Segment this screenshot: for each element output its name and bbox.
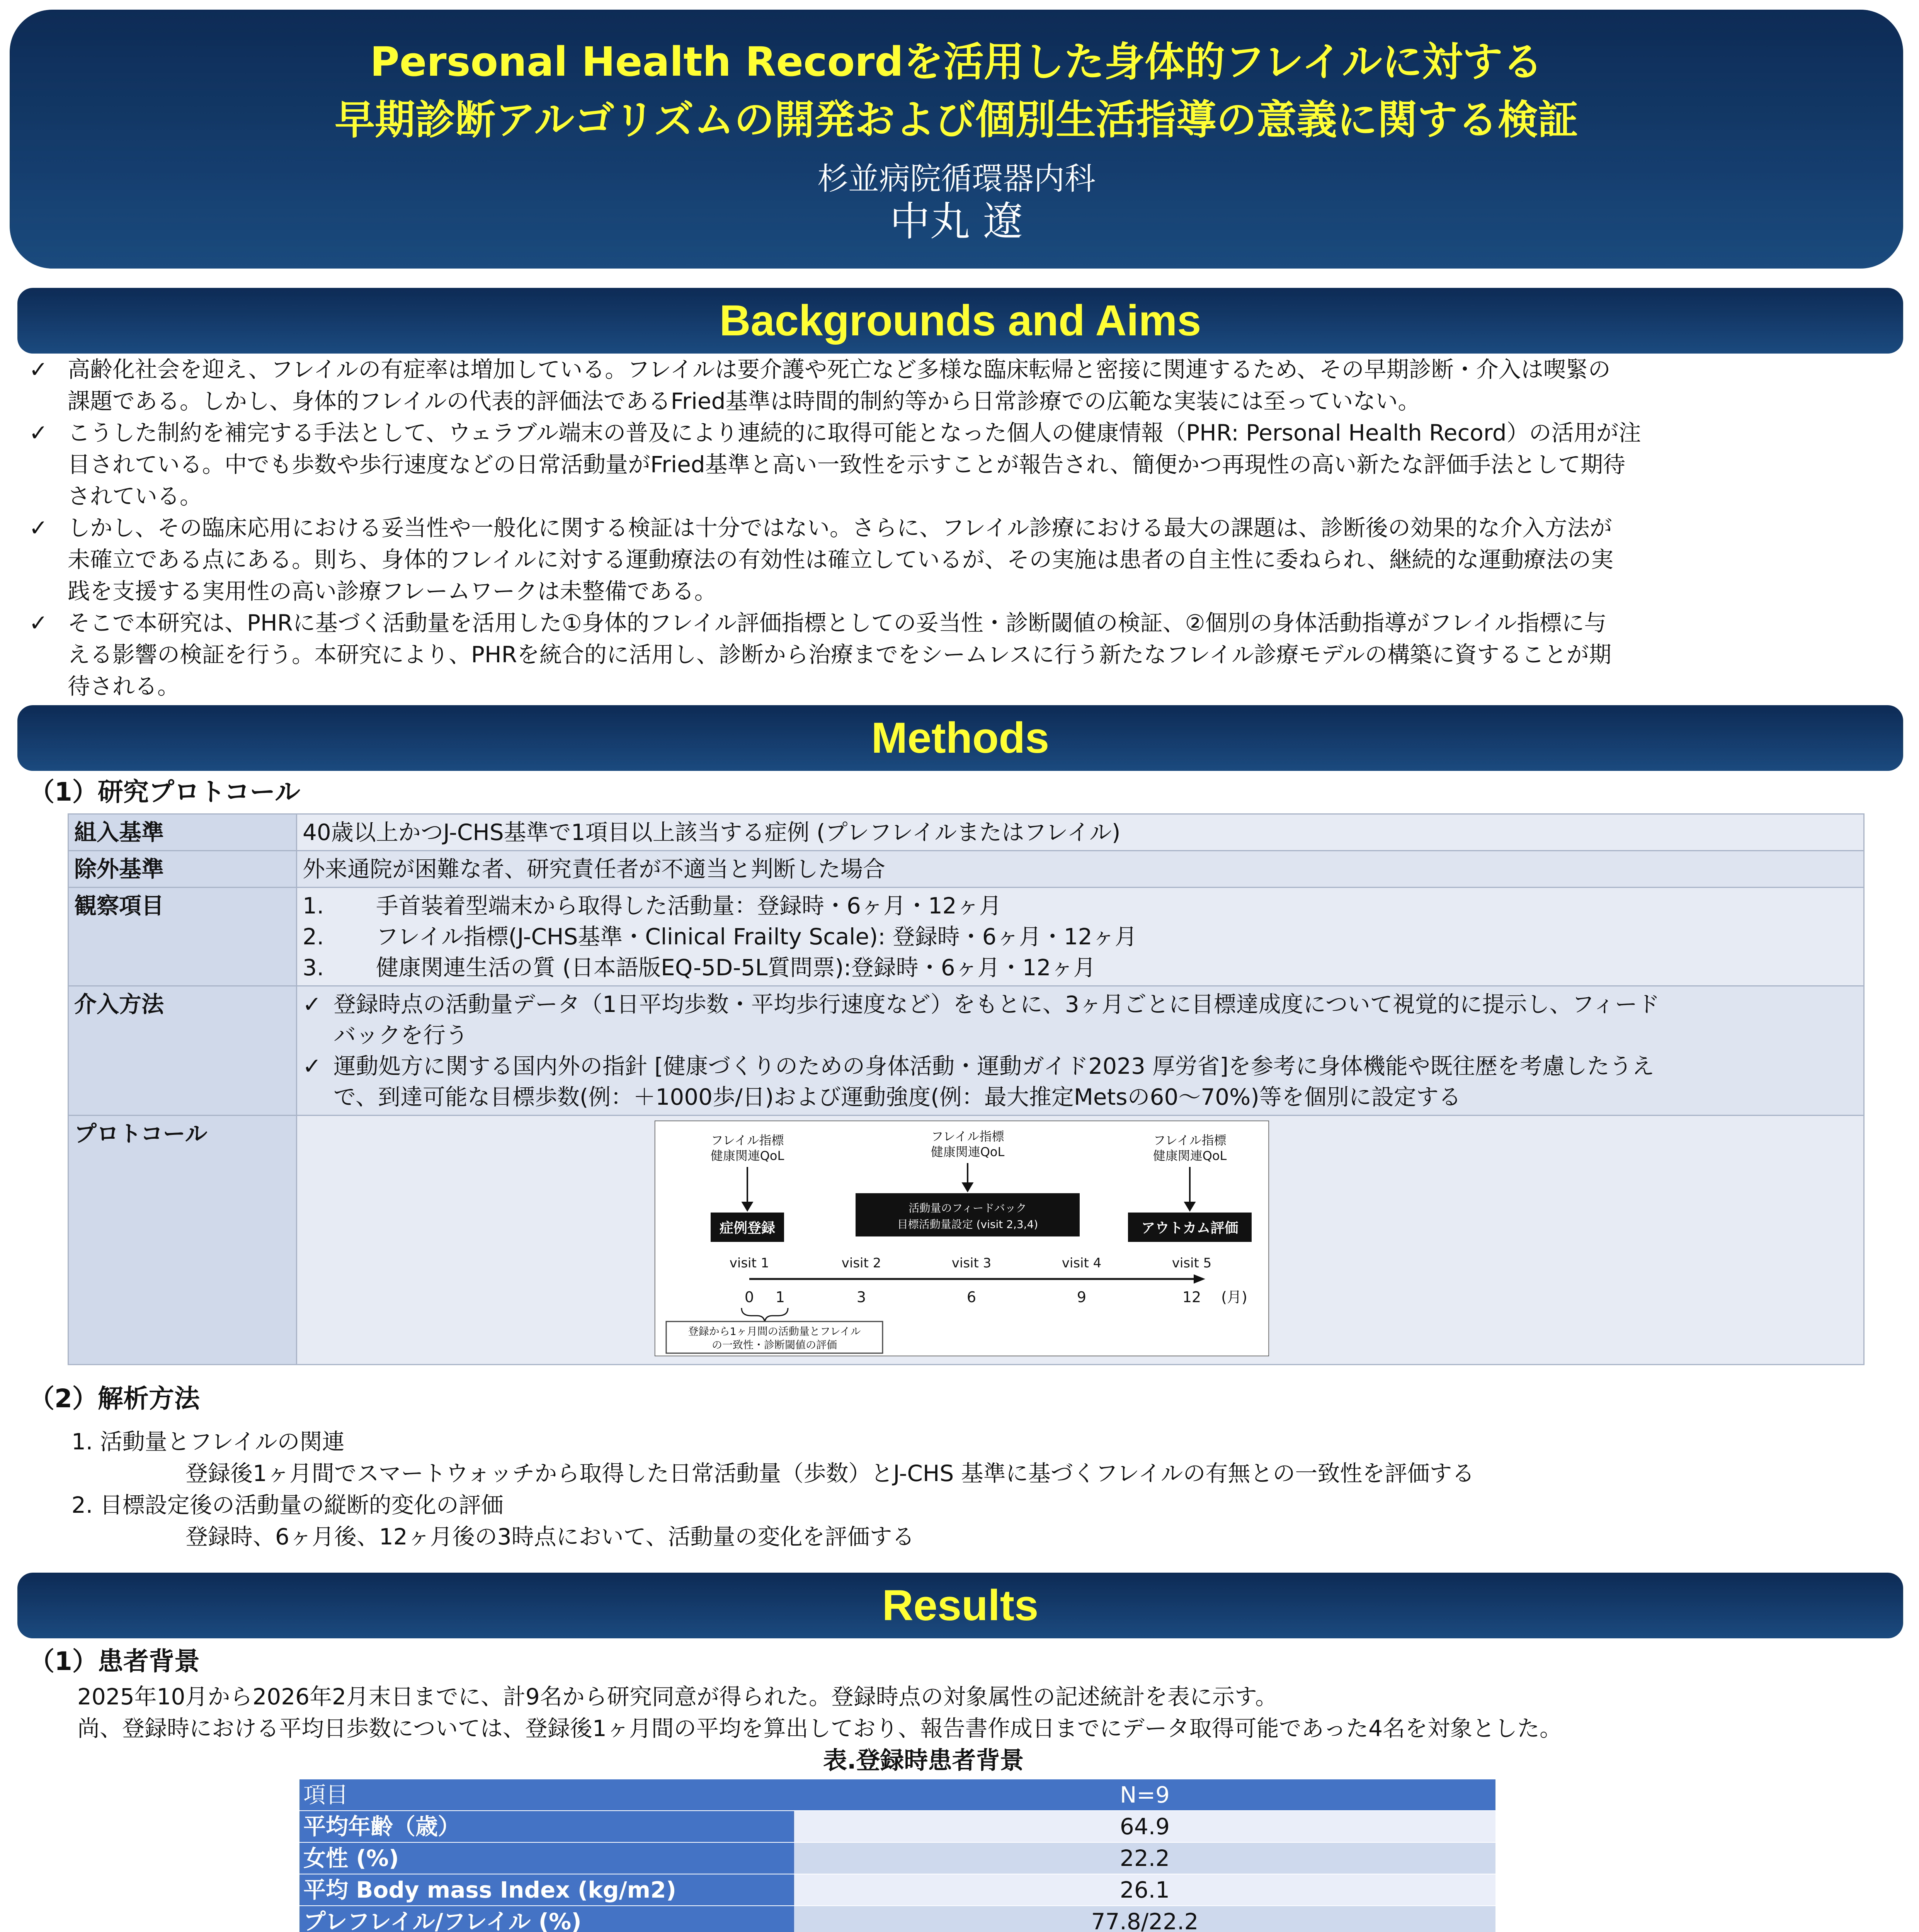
exclusion-row: [68, 851, 1864, 888]
background-bullet-line: 高齢化社会を迎え、フレイルの有症率は増加している。フレイルは要介護や死亡など多様な臨床転帰と密接に関連するため、その早期診断・介入は喫緊の: [68, 356, 1611, 383]
visit-label: visit 1: [729, 1255, 769, 1271]
intervention-key: 介入方法: [68, 986, 297, 1116]
check-icon: ✓: [303, 991, 322, 1017]
table-row: 平均年齢（歳） 64.9: [299, 1811, 1495, 1842]
top-left-label2: 健康関連QoL: [710, 1148, 784, 1163]
top-right-label1: フレイル指標: [1153, 1133, 1227, 1148]
box-outcome: アウトカム評価: [1141, 1220, 1239, 1236]
background-bullet-line: える影響の検証を行う。本研究により、PHRを統合的に活用し、診断から治療までをシームレスに行う新たなフレイル診療モデルの構築に資することが期: [68, 641, 1612, 668]
protocol-heading: （1）研究プロトコール: [29, 777, 300, 807]
month-label: 1: [775, 1289, 785, 1306]
observation-value: [297, 888, 1864, 986]
analysis-item-2-detail: 登録時、6ヶ月後、12ヶ月後の3時点において、活動量の変化を評価する: [185, 1524, 915, 1550]
intervention-item: ✓ 運動処方に関する国内外の指針 [健康づくりのための身体活動・運動ガイド2023 厚労省]を参考に身体機能や既往歴を考慮したうえ で、到達可能な目標歩数(例：＋1000歩/日)および運動強度(例：最大推定Metsの60〜70%)等を個別に設定する: [303, 1051, 1858, 1112]
background-bullet-line: 目されている。中でも歩数や歩行速度などの日常活動量がFried基準と高い一致性を示すことが報告され、簡便かつ再現性の高い新たな評価手法として期待: [68, 451, 1626, 478]
backgrounds-list: [17, 354, 1872, 702]
table-row: 平均 Body mass Index (kg/m2) 26.1: [299, 1874, 1495, 1906]
poster-title-line2: 早期診断アルゴリズムの開発および個別生活指導の意義に関する検証: [335, 96, 1578, 143]
visit-label: visit 3: [951, 1255, 992, 1271]
table-header-item: 項目: [299, 1779, 794, 1811]
background-bullet-line: 課題である。しかし、身体的フレイルの代表的評価法であるFried基準は時間的制約等から日常診療での広範な実装には至っていない。: [68, 388, 1421, 414]
table-row: 女性 (%) 22.2: [299, 1842, 1495, 1874]
background-bullet: [17, 354, 1872, 417]
table-header-row: [299, 1779, 1495, 1811]
month-unit: (月): [1221, 1289, 1247, 1306]
patient-table: [299, 1779, 1495, 1932]
background-bullet: [17, 512, 1872, 607]
protocol-row: [68, 1116, 1864, 1365]
protocol-table: [68, 813, 1865, 1365]
inclusion-key: 組入基準: [68, 814, 297, 851]
visit-label: visit 4: [1062, 1255, 1102, 1271]
visit-label: visit 2: [841, 1255, 881, 1271]
top-mid-label1: フレイル指標: [931, 1129, 1004, 1144]
background-bullet: [17, 607, 1872, 702]
top-right-label2: 健康関連QoL: [1153, 1148, 1227, 1163]
diagram-note-line2: の一致性・診断閾値の評価: [712, 1339, 837, 1351]
background-bullet: [17, 417, 1872, 512]
inclusion-value: 40歳以上かつJ-CHS基準で1項目以上該当する症例 (プレフレイルまたはフレイル): [297, 814, 1864, 851]
intervention-value: [297, 986, 1864, 1116]
poster-header: [10, 10, 1903, 269]
month-label: 3: [856, 1289, 866, 1306]
box-feedback-line1: 活動量のフィードバック: [908, 1202, 1027, 1214]
background-bullet-line: 践を支援する実用性の高い診療フレームワークは未整備である。: [68, 578, 717, 604]
background-bullet-line: 待される。: [68, 673, 180, 699]
intervention-item: ✓ 登録時点の活動量データ（1日平均歩数・平均歩行速度など）をもとに、3ヶ月ごとに目標達成度について視覚的に提示し、フィード バックを行う: [303, 989, 1858, 1051]
backgrounds-heading: Backgrounds and Aims: [17, 288, 1903, 354]
top-mid-label2: 健康関連QoL: [931, 1145, 1005, 1159]
protocol-key: プロトコール: [68, 1116, 297, 1365]
intervention-row: [68, 986, 1864, 1116]
observation-item: 1. 手首装着型端末から取得した活動量：登録時・6ヶ月・12ヶ月: [303, 893, 1002, 919]
background-bullet-line: されている。: [68, 483, 202, 509]
box-registration: 症例登録: [719, 1220, 776, 1236]
check-icon: ✓: [29, 420, 48, 446]
results-heading: Results: [17, 1573, 1903, 1638]
check-icon: ✓: [29, 356, 48, 383]
background-bullet-line: しかし、その臨床応用における妥当性や一般化に関する検証は十分ではない。さらに、フレイル診療における最大の課題は、診断後の効果的な介入方法が: [68, 515, 1612, 541]
table-caption: 表.登録時患者背景: [823, 1746, 1024, 1774]
month-label: 6: [966, 1289, 977, 1306]
background-bullet-line: こうした制約を補完する手法として、ウェラブル端末の普及により連続的に取得可能となった個人の健康情報（PHR: Personal Health Record）の活用が注: [68, 420, 1641, 446]
diagram-note-line1: 登録から1ヶ月間の活動量とフレイル: [688, 1326, 861, 1338]
check-icon: ✓: [29, 610, 48, 636]
background-bullet-line: 未確立である点にある。則ち、身体的フレイルに対する運動療法の有効性は確立しているが、その実施は患者の自主性に委ねられ、継続的な運動療法の実: [68, 546, 1614, 573]
analysis-heading: （2）解析方法: [29, 1384, 200, 1413]
background-bullet-line: そこで本研究は、PHRに基づく活動量を活用した①身体的フレイル評価指標としての妥当性・診断閾値の検証、②個別の身体活動指導がフレイル指標に与: [68, 610, 1607, 636]
methods-heading: Methods: [17, 705, 1903, 771]
month-label: 12: [1182, 1289, 1201, 1306]
protocol-diagram-cell: [297, 1116, 1864, 1365]
protocol-timeline-diagram: [655, 1121, 1269, 1356]
inclusion-row: [68, 814, 1864, 851]
month-label: 0: [744, 1289, 754, 1306]
check-icon: ✓: [29, 515, 48, 541]
observation-item: 3. 健康関連生活の質 (日本語版EQ-5D-5L質問票):登録時・6ヶ月・12ヶ月: [303, 954, 1096, 981]
patient-background-text1: 2025年10月から2026年2月末日までに、計9名から研究同意が得られた。登録時点の対象属性の記述統計を表に示す。: [77, 1684, 1278, 1710]
observation-row: [68, 888, 1864, 986]
analysis-item-1-detail: 登録後1ヶ月間でスマートウォッチから取得した日常活動量（歩数）とJ-CHS 基準に基づくフレイルの有無との一致性を評価する: [185, 1460, 1475, 1486]
exclusion-key: 除外基準: [68, 851, 297, 888]
month-label: 9: [1077, 1289, 1087, 1306]
author: 中丸 遼: [890, 198, 1023, 245]
top-left-label1: フレイル指標: [711, 1133, 784, 1148]
poster-title-line1: Personal Health Recordを活用した身体的フレイルに対する: [370, 38, 1543, 85]
observation-key: 観察項目: [68, 888, 297, 986]
table-header-n: N=9: [794, 1779, 1495, 1811]
table-row: プレフレイル/フレイル (%) 77.8/22.2: [299, 1906, 1495, 1932]
patient-background-heading: （1）患者背景: [29, 1646, 200, 1676]
analysis-item-1: 1. 活動量とフレイルの関連: [71, 1429, 345, 1455]
observation-item: 2. フレイル指標(J-CHS基準・Clinical Frailty Scale): 登録時・6ヶ月・12ヶ月: [303, 923, 1137, 950]
affiliation: 杉並病院循環器内科: [817, 161, 1096, 197]
analysis-item-2: 2. 目標設定後の活動量の縦断的変化の評価: [71, 1492, 504, 1518]
visit-label: visit 5: [1172, 1255, 1212, 1271]
patient-background-text2: 尚、登録時における平均日歩数については、登録後1ヶ月間の平均を算出しており、報告書作成日までにデータ取得可能であった4名を対象とした。: [77, 1715, 1562, 1742]
box-feedback-line2: 目標活動量設定 (visit 2,3,4): [897, 1218, 1038, 1231]
check-icon: ✓: [303, 1053, 322, 1079]
exclusion-value: 外来通院が困難な者、研究責任者が不適当と判断した場合: [297, 851, 1864, 888]
